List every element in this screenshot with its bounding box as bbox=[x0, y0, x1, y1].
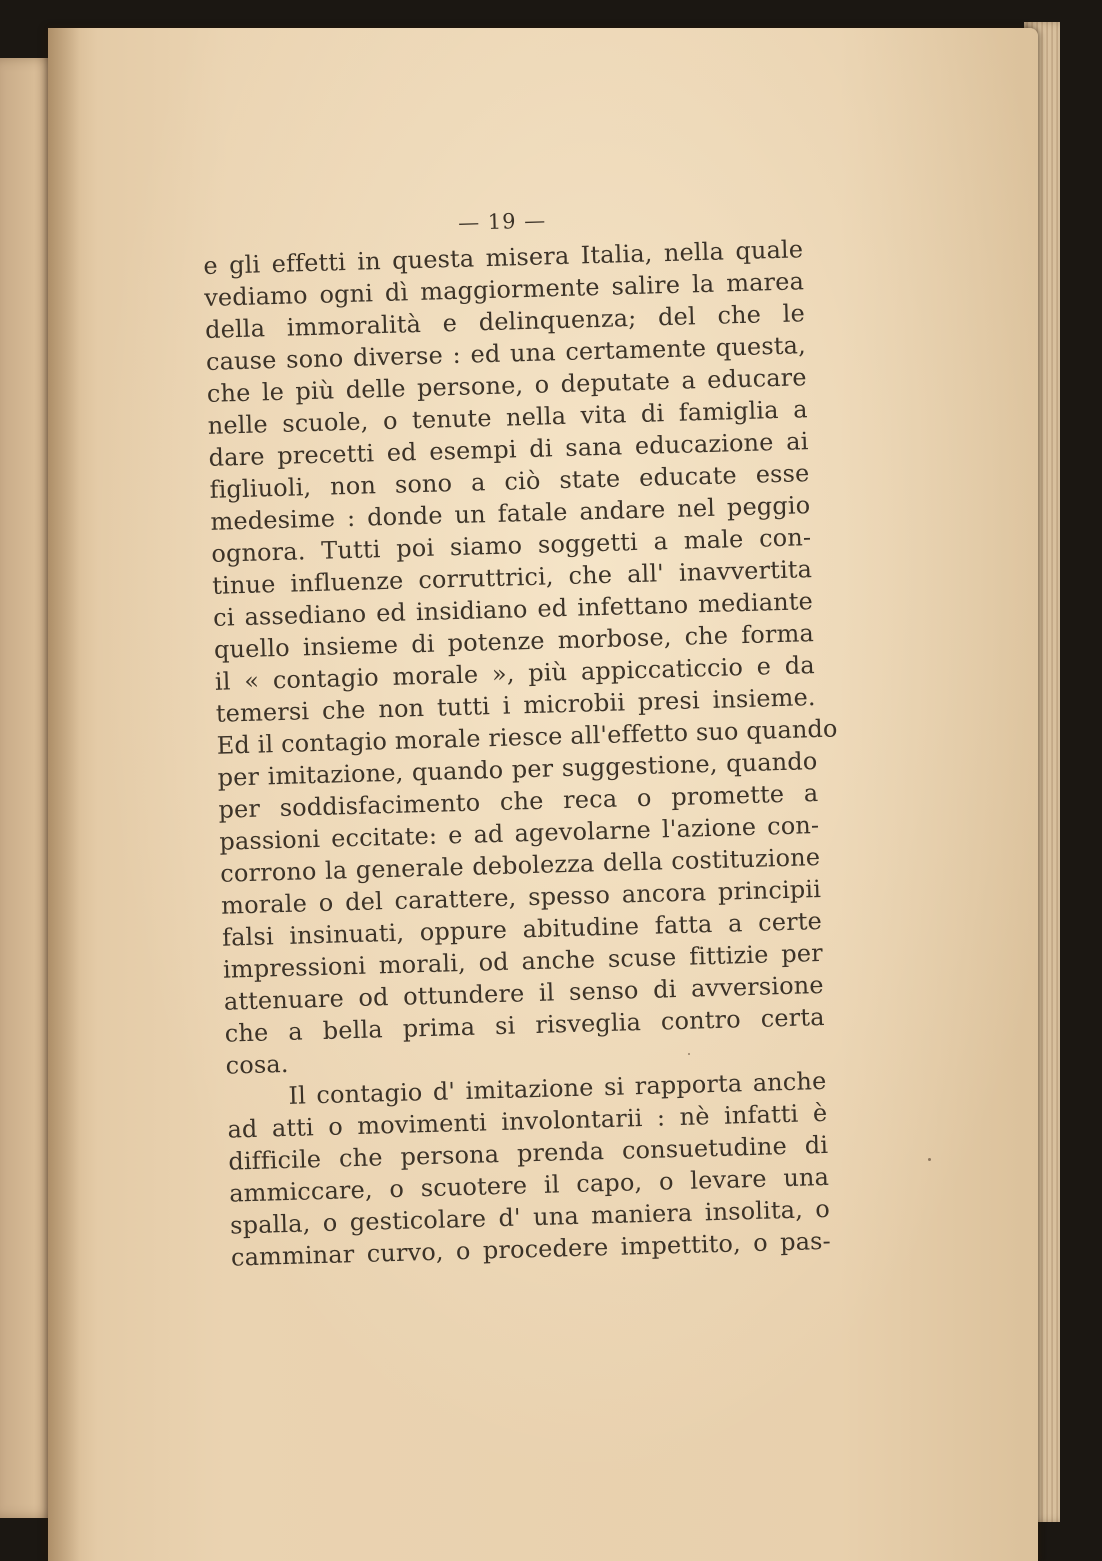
text-line: spalla, o gesticolare d' una maniera insolita, o bbox=[229, 1194, 831, 1240]
text-line: Ed il contagio morale riesce all'effetto suo quando bbox=[216, 714, 838, 760]
page-text bbox=[202, 201, 838, 1273]
text-line: che le più delle persone, o deputate a educare bbox=[206, 363, 808, 408]
text-line: ognora. Tutti poi siamo soggetti a male con- bbox=[210, 523, 812, 568]
text-line: camminar curvo, o procedere impettito, o pas- bbox=[230, 1226, 832, 1272]
text-line: ad atti o movimenti involontarii : nè infatti è bbox=[227, 1098, 828, 1144]
text-line: medesime : donde un fatale andare nel peggio bbox=[210, 491, 811, 536]
text-line: nelle scuole, o tenute nella vita di famiglia a bbox=[207, 395, 808, 440]
text-line: figliuoli, non sono a ciò state educate esse bbox=[209, 459, 810, 504]
text-line: della immoralità e delinquenza; del che le bbox=[204, 299, 806, 344]
text-line: e gli effetti in questa misera Italia, nella quale bbox=[202, 235, 804, 280]
text-line: passioni eccitate: e ad agevolarne l'azione con- bbox=[219, 811, 820, 856]
text-line: per soddisfacimento che reca o promette a bbox=[218, 779, 819, 824]
paper-speck bbox=[928, 1158, 931, 1161]
gutter-shadow bbox=[48, 28, 80, 1561]
text-line: temersi che non tutti i microbii presi insieme. bbox=[215, 683, 817, 728]
text-line: tinue influenze corruttrici, che all' inavvertita bbox=[211, 555, 813, 600]
text-line: ci assediano ed insidiano ed infettano mediante bbox=[212, 587, 814, 632]
text-line: che a bella prima si risveglia contro certa bbox=[224, 1002, 825, 1048]
text-line: dare precetti ed esempi di sana educazione ai bbox=[208, 427, 809, 472]
text-line: ammiccare, o scuotere il capo, o levare una bbox=[228, 1162, 830, 1208]
text-line: quello insieme di potenze morbose, che forma bbox=[213, 619, 815, 664]
text-line: attenuare od ottundere il senso di avversione bbox=[223, 970, 825, 1016]
book-page bbox=[48, 28, 1038, 1561]
page-number: — 19 — bbox=[457, 208, 547, 235]
text-line: cosa. bbox=[225, 1049, 289, 1080]
text-line: difficile che persona prenda consuetudine di bbox=[227, 1130, 829, 1176]
text-line: cause sono diverse : ed una certamente questa, bbox=[205, 331, 807, 376]
text-line: falsi insinuati, oppure abitudine fatta a certe bbox=[221, 906, 823, 952]
text-line: il « contagio morale », più appiccaticcio e da bbox=[214, 651, 816, 696]
text-line: impressioni morali, od anche scuse fittizie per bbox=[222, 938, 824, 984]
text-line: per imitazione, quando per suggestione, quando bbox=[217, 747, 818, 792]
text-line: Il contagio d' imitazione si rapporta anche bbox=[288, 1066, 827, 1110]
text-line: vediamo ogni dì maggiormente salire la marea bbox=[203, 267, 805, 312]
text-line: corrono la generale debolezza della costituzione bbox=[219, 842, 821, 888]
text-line: morale o del carattere, spesso ancora principii bbox=[220, 874, 822, 920]
